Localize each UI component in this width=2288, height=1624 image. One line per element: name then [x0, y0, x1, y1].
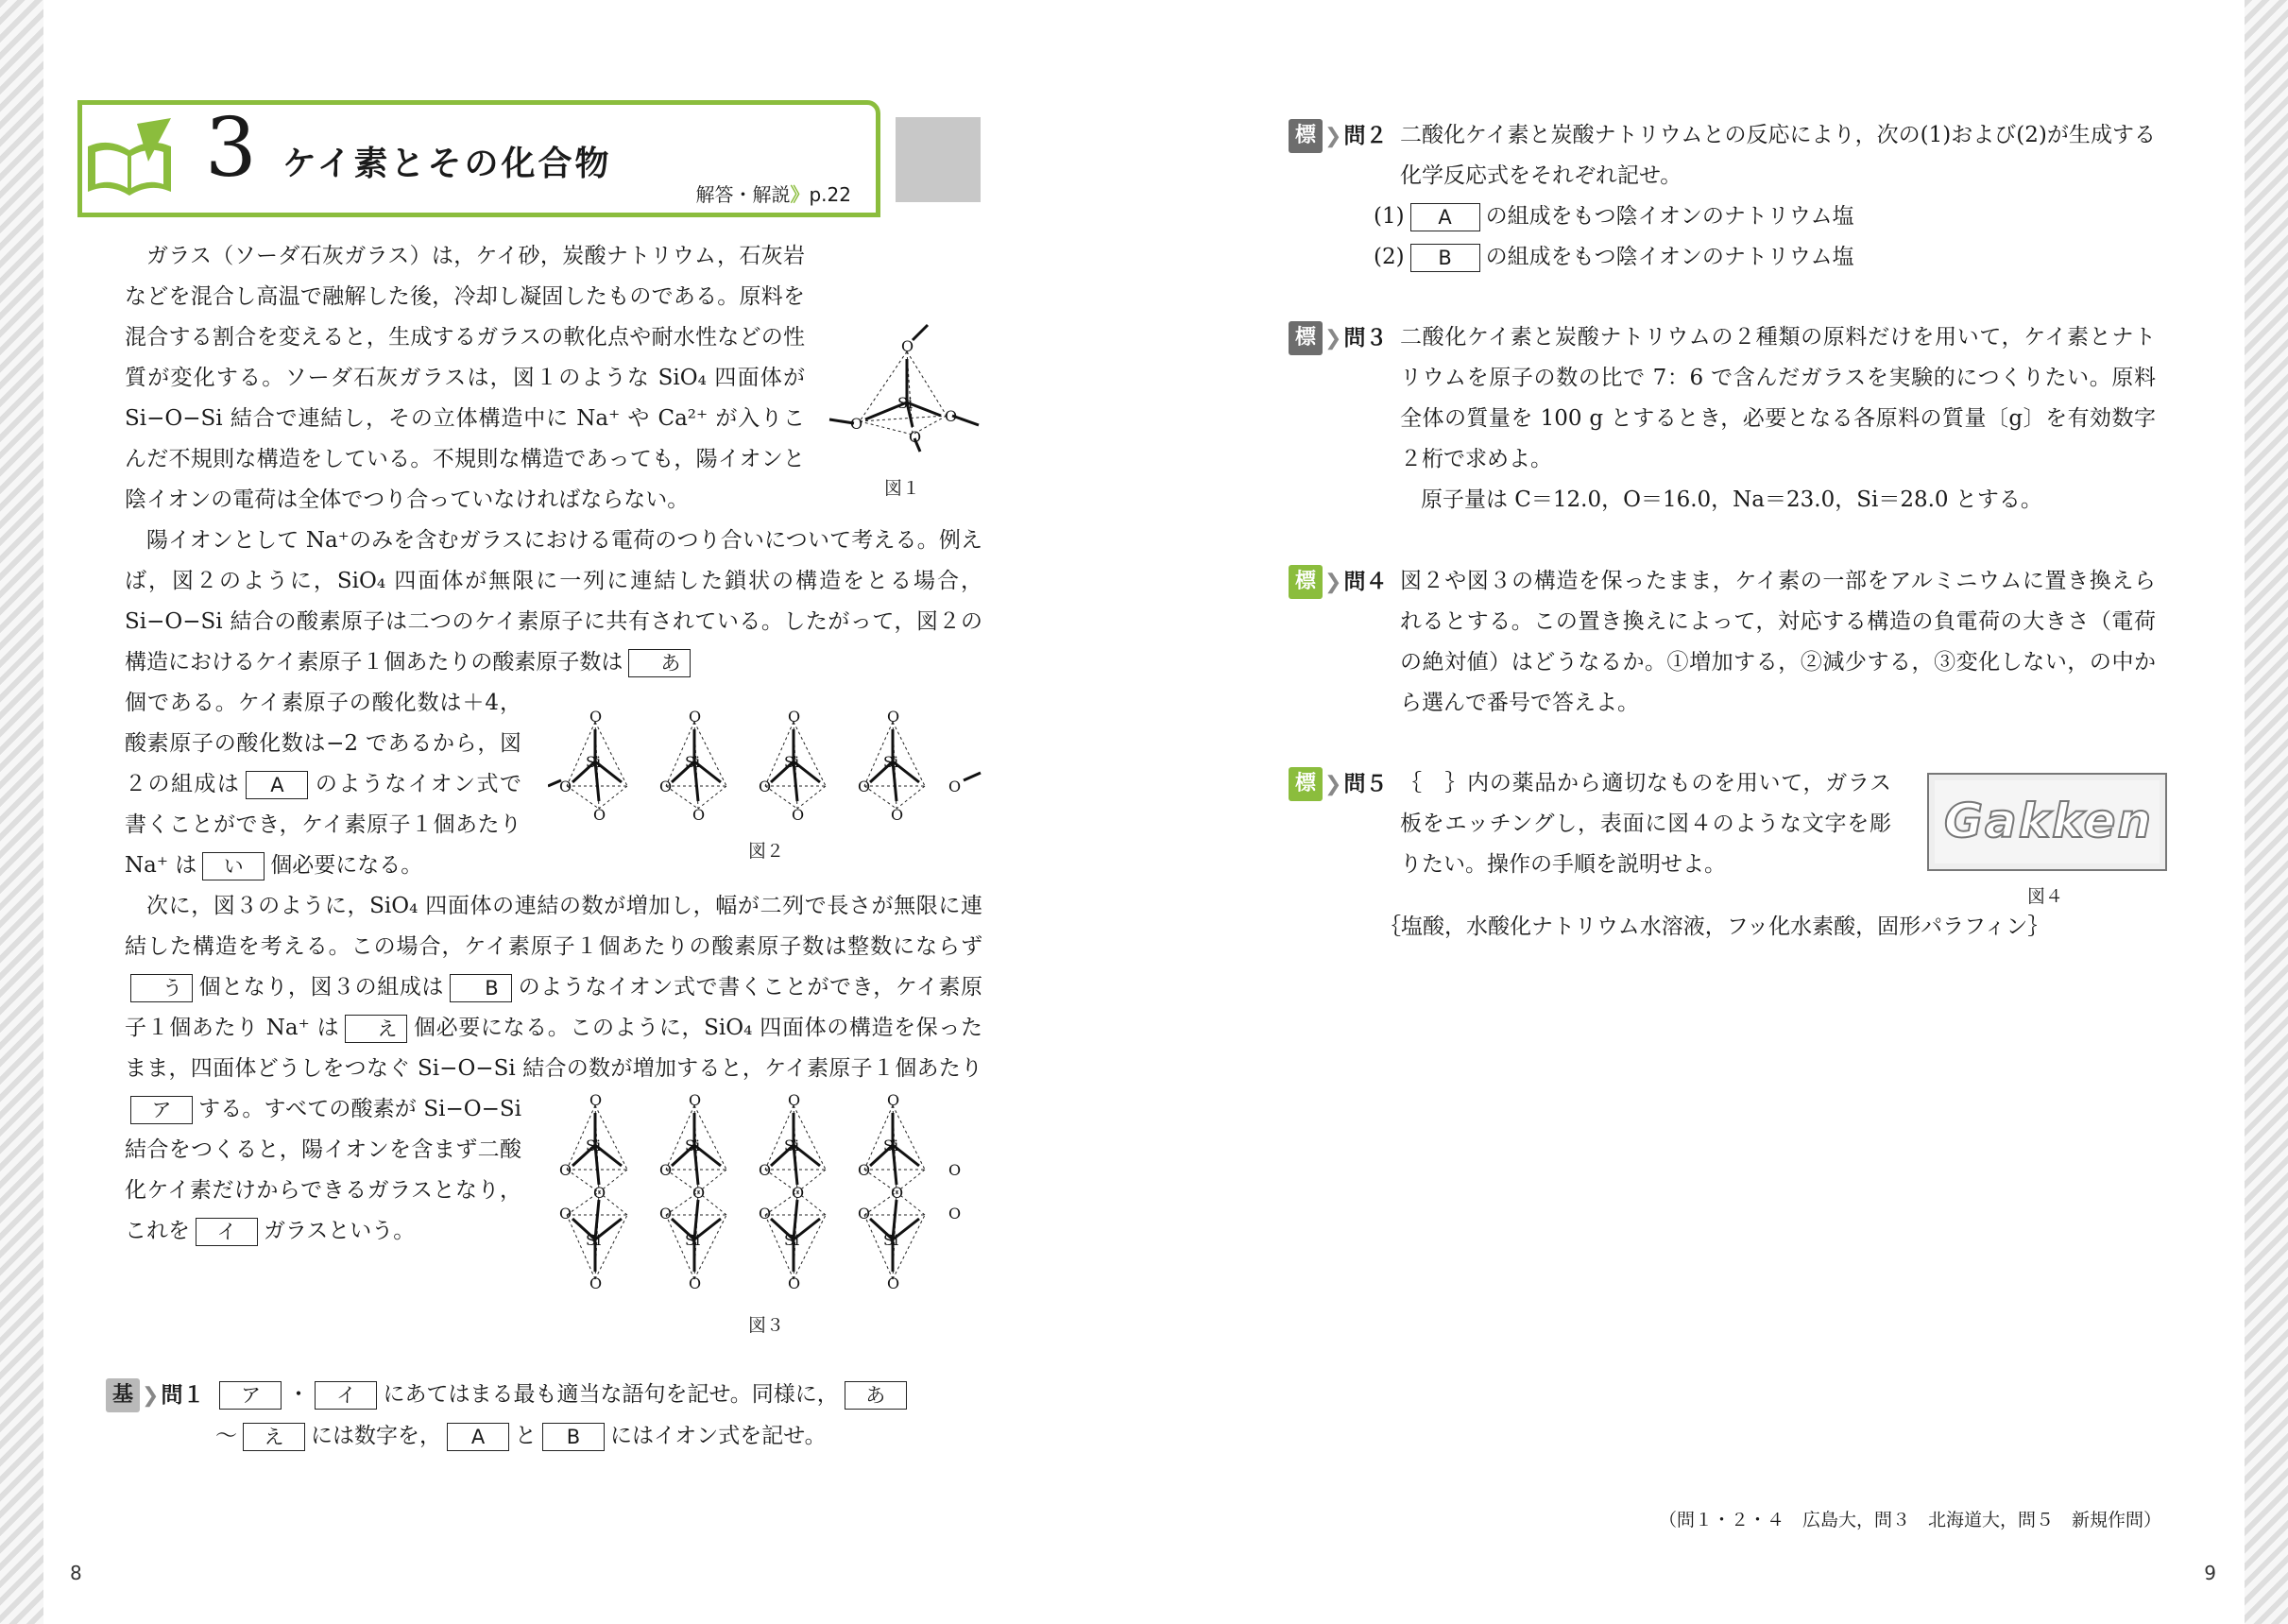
figure-2-chain: [548, 710, 982, 824]
atom-o: O: [589, 1274, 603, 1292]
q1-blank-a: あ: [845, 1381, 907, 1410]
book-pen-icon: [80, 118, 184, 203]
atom-o: O: [850, 415, 863, 433]
atom-o: O: [689, 1094, 702, 1109]
p2-text-b: [125, 683, 521, 886]
p3-part-a: 次に，図３のように，SiO₄ 四面体の連結の数が増加し，幅が二列で長さが無限に連結した構造を考える。この場合，ケイ素原子１個あたりの酸素原子数は整数にならず: [125, 894, 982, 959]
atom-o: O: [659, 778, 673, 795]
q5-text: ｛ ｝内の薬品から適切なものを用いて，ガラス板をエッチングし，表面に図４のような文字を彫りたい。操作の手順を説明せよ。: [1400, 771, 1891, 877]
q2-item-2-label: (2): [1374, 245, 1405, 269]
section-number: 3: [205, 101, 257, 196]
atom-si: Si: [586, 1137, 602, 1154]
atom-o: O: [858, 1161, 871, 1179]
q4-head: [1289, 561, 1396, 603]
atom-o: O: [689, 1274, 702, 1292]
p1-text-b: [125, 236, 805, 521]
section-header: [77, 100, 880, 217]
q1-line-2: [106, 1416, 984, 1457]
q1-text-5: にはイオン式を記せ。: [610, 1423, 827, 1448]
arrow-icon: 》: [790, 183, 810, 206]
atom-o: O: [887, 1274, 900, 1292]
p1-narrow: [125, 236, 805, 521]
p3-part-b: 個となり，図３の組成は: [198, 975, 444, 1000]
q1-blank-A: A: [447, 1423, 509, 1451]
q4-badge: 標: [1289, 565, 1323, 599]
atom-si: Si: [685, 1231, 701, 1249]
figure-1-tetrahedron: [822, 321, 982, 453]
q3-badge: 標: [1289, 321, 1323, 355]
q2-blank-A: A: [1410, 203, 1480, 231]
question-4: [1289, 561, 2167, 724]
q1-number: 問１: [161, 1382, 205, 1408]
p3-part-f: ガラスという。: [264, 1219, 416, 1243]
gakken-logo-text: Gakken: [1944, 794, 2154, 848]
atom-o: O: [945, 407, 958, 425]
atom-si: Si: [685, 1137, 701, 1154]
q1-line-1: 基 ❯問１ ア ・ イ にあてはまる最も適当な語句を記せ。同様に， あ: [106, 1375, 984, 1416]
p2-part-c: のようなイオン式で書くことができ，ケイ素原子１個あたり Na⁺ は: [125, 772, 521, 878]
q2-badge: 標: [1289, 119, 1323, 153]
blank-u: う: [130, 974, 193, 1002]
atom-o: O: [659, 1161, 673, 1179]
q1-text-4: と: [515, 1423, 537, 1448]
q2-number: 問２: [1343, 123, 1388, 148]
intro-paragraph-2: [125, 521, 982, 683]
atom-o: O: [692, 806, 706, 824]
blank-A: A: [246, 771, 308, 799]
grey-tab: [896, 117, 981, 202]
atom-o: O: [559, 1161, 572, 1179]
q1-text-2: 〜: [215, 1423, 237, 1448]
q3-text: 二酸化ケイ素と炭酸ナトリウムの２種類の原料だけを用いて，ケイ素とナトリウムを原子の数の比で 7：6 で含んだガラスを実験的につくりたい。原料全体の質量を 100 g とするとき，必要となる各原料の質量〔g〕を有効数字２桁で求めよ。: [1400, 325, 2156, 471]
atom-si: Si: [685, 753, 701, 771]
atom-o: O: [901, 337, 914, 355]
p2-part-a: 陽イオンとして Na⁺のみを含むガラスにおける電荷のつり合いについて考える。例えば，図２のように，SiO₄ 四面体が無限に一列に連結した鎖状の構造をとる場合，Si−O−Si 結合の酸素原子は二つのケイ素原子に共有されている。したがって，図２の構造におけるケイ素原子１個あたりの酸素原子数は: [125, 528, 982, 675]
p3-narrow: [125, 1089, 521, 1252]
q1-blank-B: B: [542, 1423, 605, 1451]
question-2: [1289, 115, 2167, 278]
atom-si: Si: [586, 753, 602, 771]
q2-item-2-text: の組成をもつ陰イオンのナトリウム塩: [1485, 245, 1854, 269]
p3-part-c: のようなイオン式で書くことができ，ケイ素原子１個あたり Na⁺ は: [125, 975, 982, 1040]
gakken-etched-logo: [1927, 773, 2167, 871]
p3-text: [125, 886, 982, 1089]
q1-blank-イ: イ: [315, 1381, 377, 1410]
q2-text: 二酸化ケイ素と炭酸ナトリウムとの反応により，次の(1)および(2)が生成する化学反応式をそれぞれ記せ。: [1400, 123, 2156, 188]
q5-reagents: ｛塩酸，水酸化ナトリウム水溶液，フッ化水素酸，固形パラフィン｝: [1379, 915, 2050, 939]
p2-part-b: 個である。ケイ素原子の酸化数は＋4，酸素原子の酸化数は−2 であるから，図２の組成は: [125, 691, 521, 796]
q1-badge: 基: [106, 1378, 140, 1412]
q3-head: [1289, 317, 1396, 359]
atom-o: O: [589, 1094, 603, 1109]
atom-o: O: [792, 806, 805, 824]
atom-o: O: [559, 1205, 572, 1222]
q2-blank-B: B: [1410, 244, 1480, 272]
atom-o: O: [792, 1184, 805, 1202]
atom-si: Si: [784, 1137, 800, 1154]
chevron-right-icon: ❯: [142, 1383, 160, 1408]
chevron-right-icon: ❯: [1324, 772, 1342, 796]
atom-o: O: [858, 1205, 871, 1222]
atom-o: O: [891, 1184, 904, 1202]
intro-paragraph-3: [125, 886, 982, 1089]
figure-3-caption: 図３: [748, 1315, 785, 1336]
p2-part-d: 個必要になる。: [270, 853, 423, 878]
left-edge-pattern: [0, 0, 43, 1624]
atom-o: O: [788, 1094, 801, 1109]
blank-ア: ア: [130, 1096, 193, 1124]
q2-item-1-label: (1): [1374, 204, 1405, 229]
atom-o: O: [589, 710, 603, 726]
q2-item-1: [1289, 197, 2167, 237]
question-3: [1289, 317, 2167, 521]
q1-blank-ア: ア: [219, 1381, 282, 1410]
q1-text-1: にあてはまる最も適当な語句を記せ。同様に，: [383, 1382, 839, 1407]
atom-si: Si: [586, 1231, 602, 1249]
answer-label: 解答・解説: [695, 183, 791, 206]
atom-o: O: [788, 710, 801, 726]
q5-head: [1289, 763, 1396, 805]
atom-si: Si: [784, 1231, 800, 1249]
q3-number: 問３: [1343, 325, 1388, 350]
atom-o: O: [948, 778, 962, 795]
atom-o: O: [887, 1094, 900, 1109]
q5-badge: 標: [1289, 767, 1323, 801]
blank-B: B: [450, 974, 512, 1002]
figure-3-double-chain: [548, 1094, 982, 1292]
section-title: ケイ素とその化合物: [282, 145, 612, 183]
atom-o: O: [659, 1205, 673, 1222]
q4-text: 図２や図３の構造を保ったまま，ケイ素の一部をアルミニウムに置き換えられるとする。この置き換えによって，対応する構造の負電荷の大きさ（電荷の絶対値）はどうなるか。①増加する，②減少する，③変化しない，の中から選んで番号で答えよ。: [1400, 569, 2156, 715]
chevron-right-icon: ❯: [1324, 326, 1342, 350]
q2-item-2: [1289, 237, 2167, 278]
p3-part-d: 個必要になる。このように，SiO₄ 四面体の構造を保ったまま，四面体どうしをつなぐ Si−O−Si 結合の数が増加すると，ケイ素原子１個あたり: [125, 1016, 982, 1081]
figure-4-caption: 図４: [2027, 886, 2064, 907]
atom-o: O: [559, 778, 572, 795]
chevron-right-icon: ❯: [1324, 124, 1342, 148]
q1-text-3: には数字を，: [311, 1423, 441, 1448]
atom-o: O: [759, 778, 772, 795]
atom-o: O: [891, 806, 904, 824]
question-1: [106, 1375, 984, 1457]
q2-head: [1289, 115, 1396, 157]
page-number-right: 9: [2204, 1562, 2216, 1584]
q3-atomic-mass: 原子量は C＝12.0，O＝16.0，Na＝23.0，Si＝28.0 とする。: [1421, 487, 2042, 512]
blank-e: え: [345, 1015, 407, 1043]
q1-blank-e: え: [243, 1423, 305, 1451]
atom-o: O: [759, 1161, 772, 1179]
blank-i: い: [202, 852, 265, 880]
figure-1-caption: 図１: [884, 478, 921, 499]
atom-o: O: [692, 1184, 706, 1202]
atom-si: Si: [883, 753, 899, 771]
answer-page: p.22: [809, 183, 851, 206]
atom-o: O: [593, 1184, 606, 1202]
right-edge-pattern: [2245, 0, 2288, 1624]
atom-o: O: [948, 1161, 962, 1179]
q4-number: 問４: [1343, 569, 1388, 594]
blank-イ: イ: [196, 1218, 258, 1246]
atom-o: O: [948, 1205, 962, 1222]
chevron-right-icon: ❯: [1324, 570, 1342, 594]
atom-si: Si: [883, 1137, 899, 1154]
atom-si: Si: [784, 753, 800, 771]
question-5: [1289, 763, 1912, 885]
atom-si: Si: [883, 1231, 899, 1249]
figure-2-caption: 図２: [748, 841, 785, 862]
blank-a: あ: [628, 649, 691, 677]
atom-o: O: [887, 710, 900, 726]
source-note: （問１・２・４ 広島大，問３ 北海道大，問５ 新規作問）: [1658, 1510, 2161, 1530]
q5-number: 問５: [1343, 771, 1388, 796]
p2-narrow: [125, 683, 521, 886]
atom-o: O: [689, 710, 702, 726]
atom-o: O: [759, 1205, 772, 1222]
p3-text-b: [125, 1089, 521, 1252]
page-number-left: 8: [70, 1562, 82, 1584]
p2-text: [125, 521, 982, 683]
p1-text-b-content: ガラス（ソーダ石灰ガラス）は，ケイ砂，炭酸ナトリウム，石灰岩などを混合し高温で融解した後，冷却し凝固したものである。原料を混合する割合を変えると，生成するガラスの軟化点や耐水性などの性質が変化する。ソーダ石灰ガラスは，図１のような SiO₄ 四面体が Si−O−Si 結合で連結し，その立体構造中に Na⁺ や Ca²⁺ が入りこんだ不規則な構造をしている。不規則な構造であっても，陽イオンと陰イオンの電荷は全体でつり合っていなければならない。: [125, 244, 805, 512]
p3-part-e: する。すべての酸素が Si−O−Si 結合をつくると，陽イオンを含まず二酸化ケイ素だけからできるガラスとなり，これを: [125, 1097, 521, 1243]
atom-o: O: [858, 778, 871, 795]
answer-reference: [695, 179, 851, 207]
atom-si: Si: [897, 394, 913, 412]
q2-item-1-text: の組成をもつ陰イオンのナトリウム塩: [1485, 204, 1854, 229]
atom-o: O: [788, 1274, 801, 1292]
atom-o: O: [593, 806, 606, 824]
atom-o: O: [909, 428, 922, 446]
